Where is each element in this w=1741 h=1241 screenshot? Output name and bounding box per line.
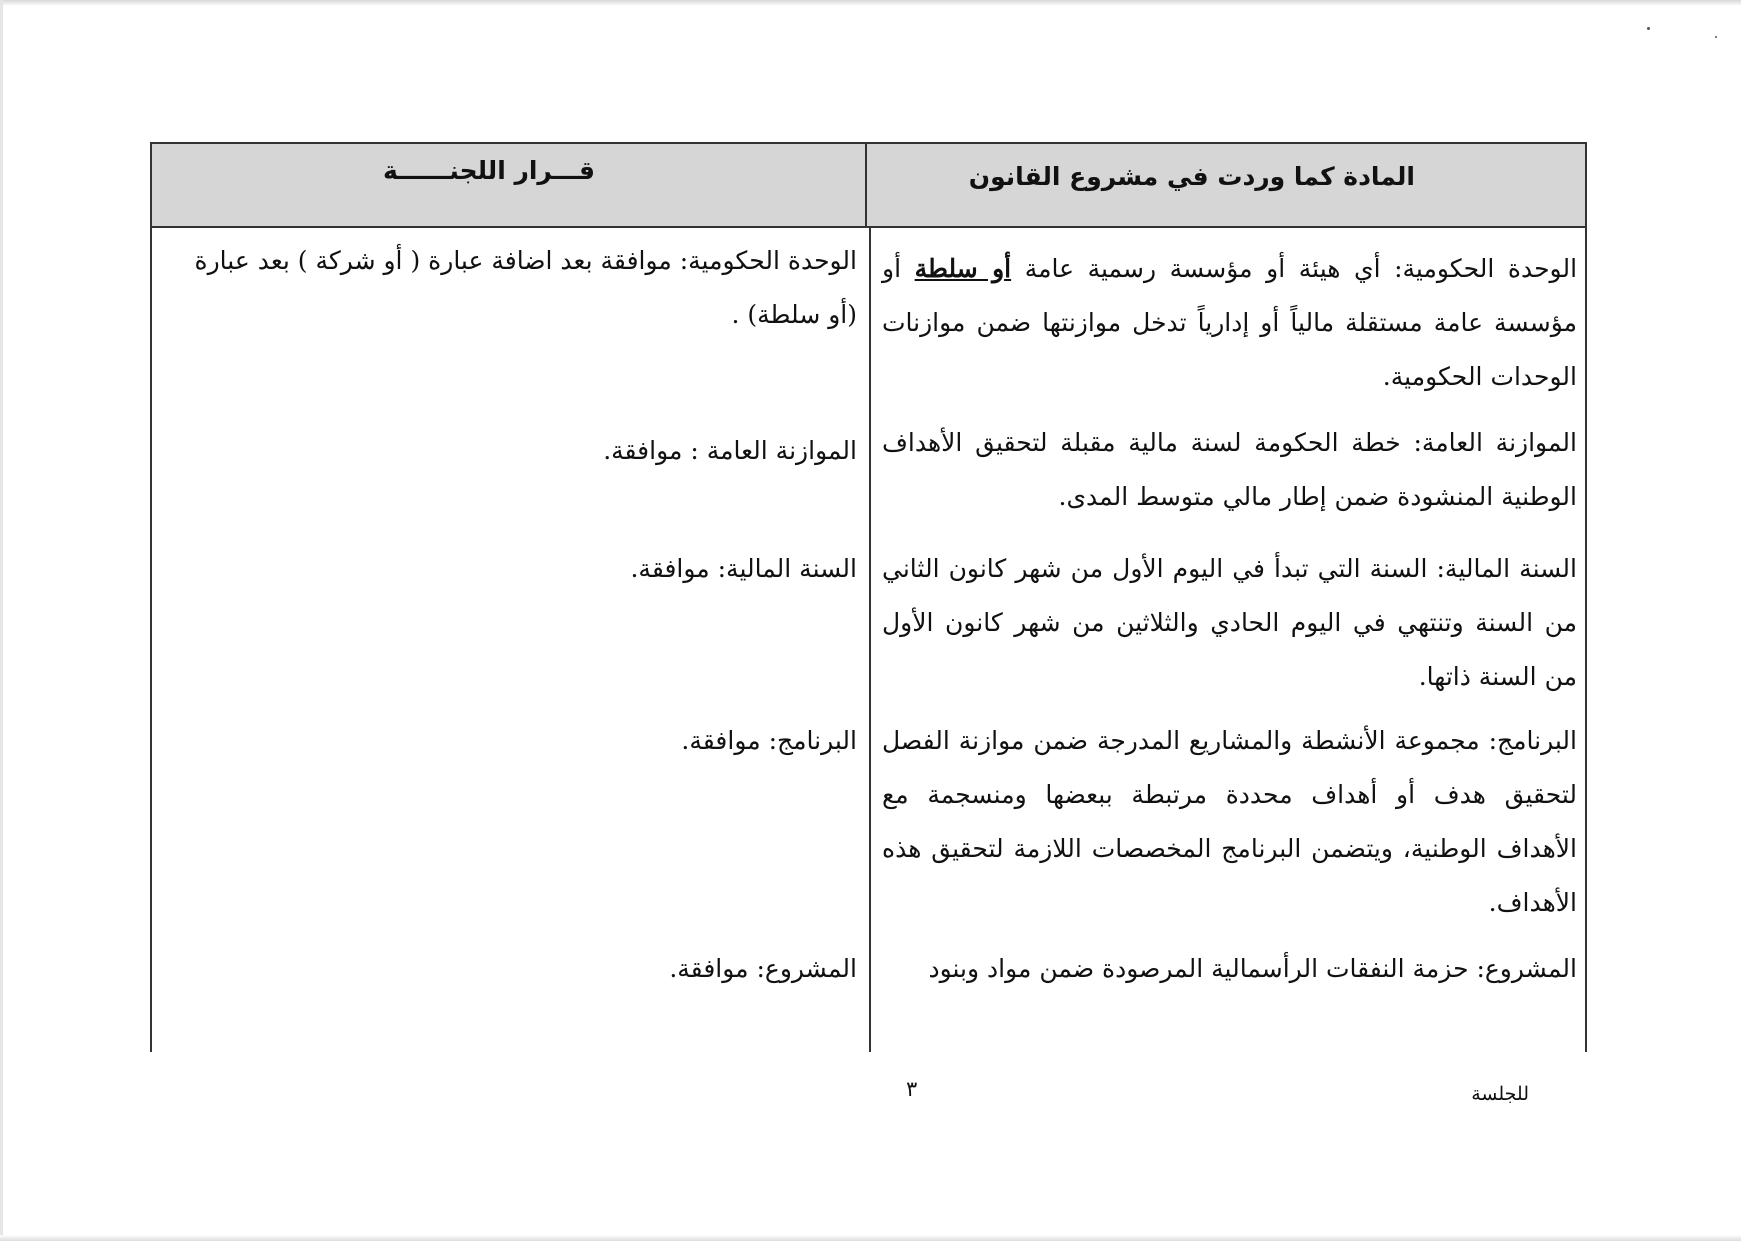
scan-edge-top bbox=[0, 0, 1741, 6]
decision-text-project: المشروع: موافقة. bbox=[669, 954, 857, 983]
scan-edge-bottom bbox=[0, 1235, 1741, 1241]
article-text-part: الوحدة الحكومية: أي هيئة أو مؤسسة رسمية عامة bbox=[1011, 254, 1578, 283]
article-text-program: البرنامج: مجموعة الأنشطة والمشاريع المدرجة ضمن موازنة الفصل لتحقيق هدف أو أهداف محددة مرتبطة ببعضها ومنسجمة مع الأهداف الوطنية، ويتضمن البرنامج المخصصات اللازمة لتحقيق هذه الأهداف. bbox=[882, 726, 1577, 917]
decision-text-program: البرنامج: موافقة. bbox=[681, 726, 857, 755]
column-divider bbox=[869, 228, 871, 1052]
page-number: ٣ bbox=[906, 1077, 918, 1101]
scan-edge-left bbox=[0, 0, 3, 1241]
article-text-part: أو مؤسسة عامة مستقلة مالياً أو إدارياً تدخل موازنتها ضمن موازنات الوحدات الحكومية. bbox=[882, 254, 1577, 391]
table-border-left bbox=[150, 228, 152, 1052]
decision-text-government-unit: الوحدة الحكومية: موافقة بعد اضافة عبارة ( أو شركة ) بعد عبارة (أو سلطة) . bbox=[194, 246, 857, 329]
article-text-fiscal-year: السنة المالية: السنة التي تبدأ في اليوم الأول من شهر كانون الثاني من السنة وتنتهي في اليوم الحادي والثلاثين من شهر كانون الأول من السنة ذاتها. bbox=[882, 554, 1577, 691]
scan-speck bbox=[1647, 27, 1650, 30]
decision-text-fiscal-year: السنة المالية: موافقة. bbox=[630, 554, 857, 583]
article-text-general-budget: الموازنة العامة: خطة الحكومة لسنة مالية مقبلة لتحقيق الأهداف الوطنية المنشودة ضمن إطار مالي متوسط المدى. bbox=[882, 428, 1577, 511]
header-decision-column: قـــرار اللجنــــــة bbox=[382, 156, 595, 185]
article-emphasis-text: أو سلطة bbox=[914, 254, 1012, 283]
table-body bbox=[150, 228, 1587, 1052]
table-header-row bbox=[150, 142, 1587, 228]
article-text-government-unit bbox=[882, 242, 1577, 404]
footer-session-label: للجلسة bbox=[1471, 1083, 1529, 1105]
article-text-project: المشروع: حزمة النفقات الرأسمالية المرصودة ضمن مواد وبنود bbox=[928, 954, 1577, 983]
decision-text-general-budget: الموازنة العامة : موافقة. bbox=[603, 436, 857, 465]
table-border-right bbox=[1585, 228, 1587, 1052]
header-article-column: المادة كما وردت في مشروع القانون bbox=[865, 144, 1585, 226]
scan-speck bbox=[1715, 36, 1717, 38]
comparison-table bbox=[150, 142, 1587, 1052]
